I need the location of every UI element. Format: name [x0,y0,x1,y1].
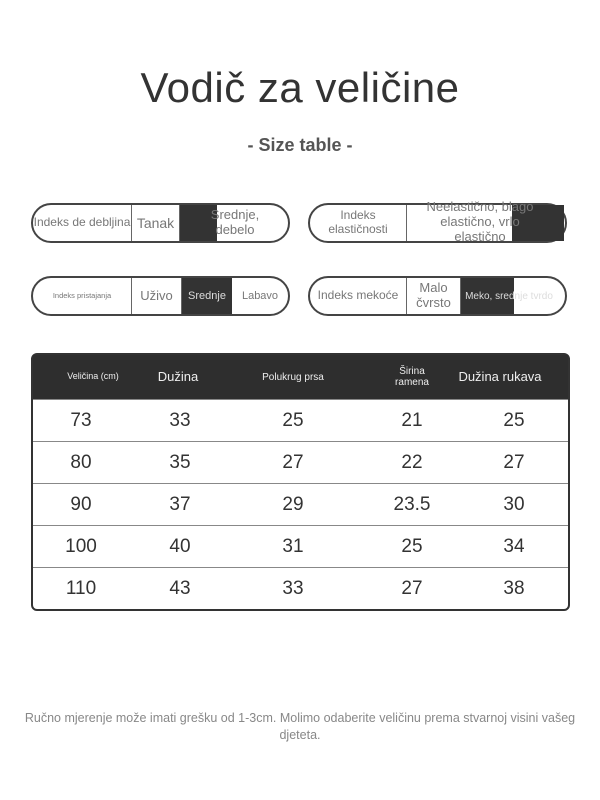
cell-sleeve-length: 30 [503,494,525,515]
cell-size: 100 [65,536,97,557]
cell-sleeve-length: 27 [503,452,525,473]
cell-sleeve-length: 25 [503,410,525,431]
header-half-chest: Polukrug prsa [262,371,324,383]
page-title: Vodič za veličine [140,64,460,111]
elasticity-option-text: Neelastično, blago elastično, vrlo elastično [406,205,512,241]
cell-half-chest: 31 [282,536,304,557]
cell-length: 35 [169,452,191,473]
cell-length: 43 [169,578,191,599]
header-length: Dužina [157,368,199,384]
cell-length: 40 [169,536,191,557]
cell-length: 33 [169,410,191,431]
header-size: Veličina (cm) [67,371,119,382]
fit-index [31,276,290,316]
table-header [33,355,568,399]
cell-shoulder-width: 25 [401,536,423,557]
table-row [33,567,568,610]
fit-option-loose: Labavo [241,289,279,302]
cell-half-chest: 25 [282,410,304,431]
measurement-note: Ručno mjerenje može imati grešku od 1-3cm. Molimo odaberite veličinu prema stvarnoj visini vašeg djeteta. [24,711,576,742]
softness-option-selected: Meko, srednje tvrdo [460,278,514,314]
table-row [33,525,568,568]
cell-half-chest: 33 [282,578,304,599]
cell-sleeve-length: 38 [503,578,525,599]
table-row [33,441,568,484]
thickness-index-label: Indeks de debljina [33,215,131,230]
cell-half-chest: 29 [282,494,304,515]
fit-option-live: Uživo [131,278,181,314]
fit-index-label: Indeks pristajanja [52,290,112,300]
cell-size: 80 [70,452,92,473]
elasticity-index [308,199,567,244]
size-table [31,353,570,611]
softness-index-label: Indeks mekoće [317,288,399,303]
table-row [33,399,568,442]
header-shoulder-width: Širina ramena [395,366,429,388]
page-subtitle: - Size table - [247,135,353,155]
header-sleeve-length: Dužina rukava [458,368,542,384]
cell-sleeve-length: 34 [503,536,525,557]
cell-shoulder-width: 27 [401,578,423,599]
cell-length: 37 [169,494,191,515]
softness-index [308,276,567,316]
thickness-index [31,203,290,243]
cell-size: 73 [70,410,92,431]
elasticity-index-label: Indeks elastičnosti [328,208,388,236]
cell-shoulder-width: 22 [401,452,423,473]
thickness-option-medium-thick: Srednje, debelo [210,207,260,237]
fit-option-medium: Srednje [181,278,232,314]
cell-half-chest: 27 [282,452,304,473]
cell-size: 110 [65,578,97,599]
thickness-option-thin: Tanak [131,205,179,241]
softness-option-slightly-firm: Malo čvrsto [406,278,460,314]
cell-shoulder-width: 21 [401,410,423,431]
table-row [33,483,568,526]
cell-shoulder-width: 23.5 [393,494,431,515]
cell-size: 90 [70,494,92,515]
